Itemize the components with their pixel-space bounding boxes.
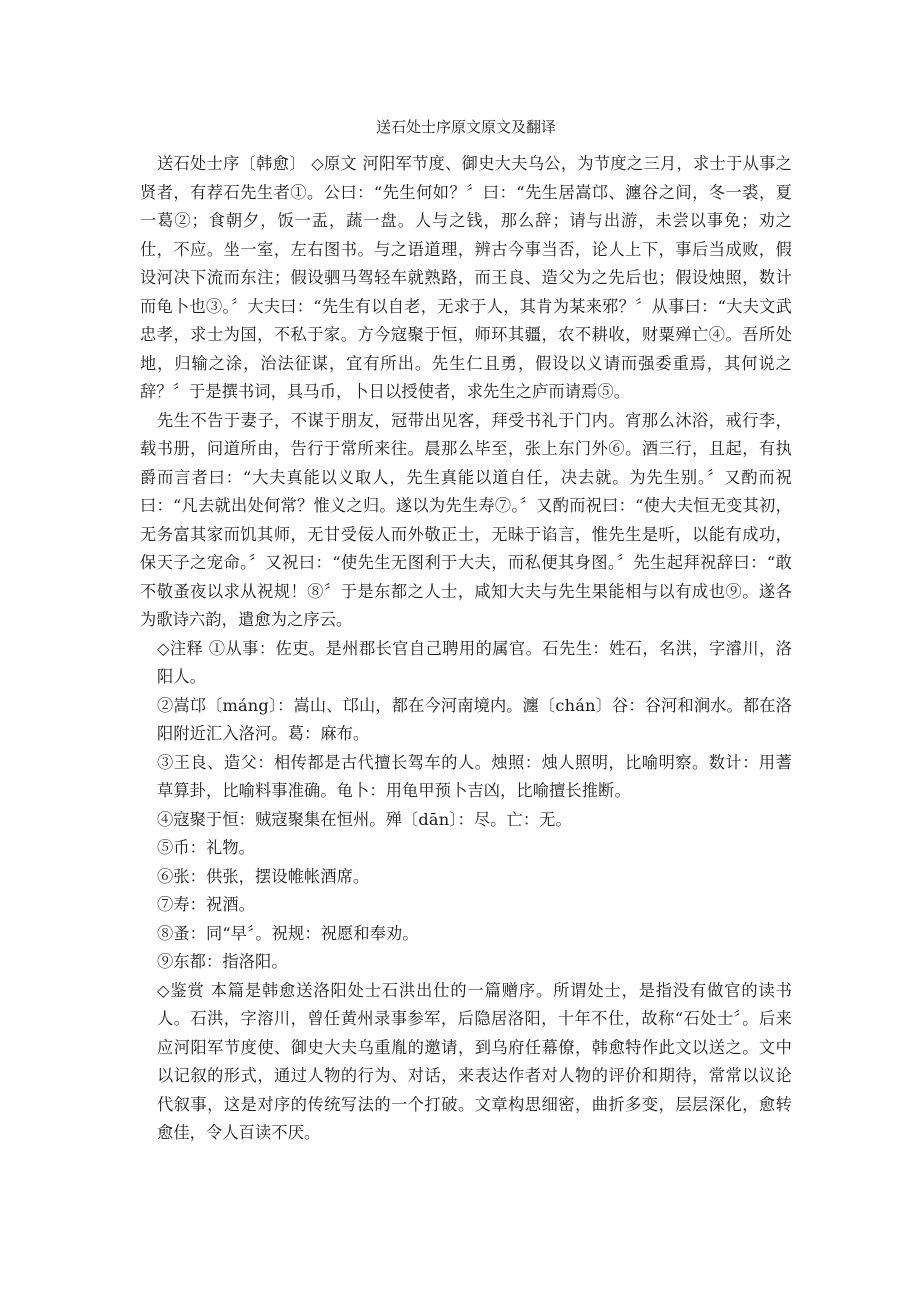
notes-heading: ◇注释 <box>157 638 204 658</box>
note-item-1 <box>140 635 792 692</box>
note-item-7: ⑦寿：祝酒。 <box>157 895 256 914</box>
note-item-5: ⑤币：礼物。 <box>157 838 256 857</box>
note-text-1: ①从事：佐吏。是州郡长官自己聘用的属官。石先生：姓石，名洪，字濬川，洛阳人。 <box>157 638 793 686</box>
appreciation-text: 本篇是韩愈送洛阳处士石洪出仕的一篇赠序。所谓处士，是指没有做官的读书人。石洪，字溶川，曾任黄州录事参军，后隐居洛阳，十年不仕，故称“石处士〞。后来应河阳军节度使、御史大夫乌重胤的邀请，到乌府任幕僚，韩愈特作此文以送之。文中以记叙的形式，通过人物的行为、对话，来表达作者对人物的评价和期待，常常以议论代叙事，这是对序的传统写法的一个打破。文章构思细密，曲折多变，层层深化，愈转愈佳，令人百读不厌。 <box>157 980 792 1142</box>
appreciation-paragraph <box>140 977 792 1148</box>
note-item-6: ⑥张：供张，摆设帷帐酒席。 <box>157 866 370 886</box>
original-text-paragraph-1: 送石处士序〔韩愈〕 ◇原文 河阳军节度、御史大夫乌公，为节度之三月，求士于从事之贤者，有荐石先生者①。公曰：“先生何如？〞曰：“先生居嵩邙、瀍谷之间，冬一裘，夏一葛②；食朝夕，饭一盂，蔬一盘。人与之钱，那么辞；请与出游，未尝以事免；劝之仕，不应。坐一室，左右图书。与之语道理，辨古今事当否，论人上下，事后当成败，假设河决下流而东注；假设驷马驾轻车就熟路，而王良、造父为之先后也；假设烛照，数计而龟卜也③。〞大夫曰：“先生有以自老，无求于人，其肯为某来邪？〞从事曰：“大夫文武忠孝，求士为国，不私于家。方今寇聚于恒，师环其疆，农不耕收，财粟殚亡④。吾所处地，归输之涂，治法征谋，宜有所出。先生仁且勇，假设以义请而强委重焉，其何说之辞？〞于是撰书词，具马币，卜日以授使者，求先生之庐而请焉⑤。 <box>140 154 792 401</box>
note-item-3: ③王良、造父：相传都是古代擅长驾车的人。烛照：烛人照明，比喻明察。数计：用蓍草算卦，比喻料事准确。龟卜：用龟甲预卜吉凶，比喻擅长推断。 <box>157 752 792 800</box>
note-item-2: ②嵩邙〔máng〕：嵩山、邙山，都在今河南境内。瀍〔chán〕谷：谷河和涧水。都在洛阳附近汇入洛河。葛：麻布。 <box>157 695 792 743</box>
original-text-paragraph-2: 先生不告于妻子，不谋于朋友，冠带出见客，拜受书礼于门内。宵那么沐浴，戒行李，载书册，问道所由，告行于常所来往。晨那么毕至，张上东门外⑥。酒三行，且起，有执爵而言者曰：“大夫真能以义取人，先生真能以道自任，决去就。为先生别。〞又酌而祝曰：“凡去就出处何常？惟义之归。遂以为先生寿⑦。〞又酌而祝曰：“使大夫恒无变其初，无务富其家而饥其师，无甘受佞人而外敬正士，无昧于谄言，惟先生是听，以能有成功，保天子之宠命。〞又祝曰：“使先生无图利于大夫，而私便其身图。〞先生起拜祝辞曰：“敢不敬蚤夜以求从祝规！⑧〞于是东都之人士，咸知大夫与先生果能相与以有成也⑨。遂各为歌诗六韵，遣愈为之序云。 <box>140 410 792 629</box>
note-item-8: ⑧蚤：同“早〞。祝规：祝愿和奉劝。 <box>157 923 419 943</box>
document-title: 送石处士序原文原文及翻译 <box>375 118 556 136</box>
note-item-4: ④寇聚于恒：贼寇聚集在恒州。殚〔dān〕：尽。亡：无。 <box>157 809 572 829</box>
note-item-9: ⑨东都：指洛阳。 <box>157 952 288 971</box>
appreciation-heading: ◇鉴赏 <box>157 980 205 1000</box>
document-body <box>140 150 792 1148</box>
